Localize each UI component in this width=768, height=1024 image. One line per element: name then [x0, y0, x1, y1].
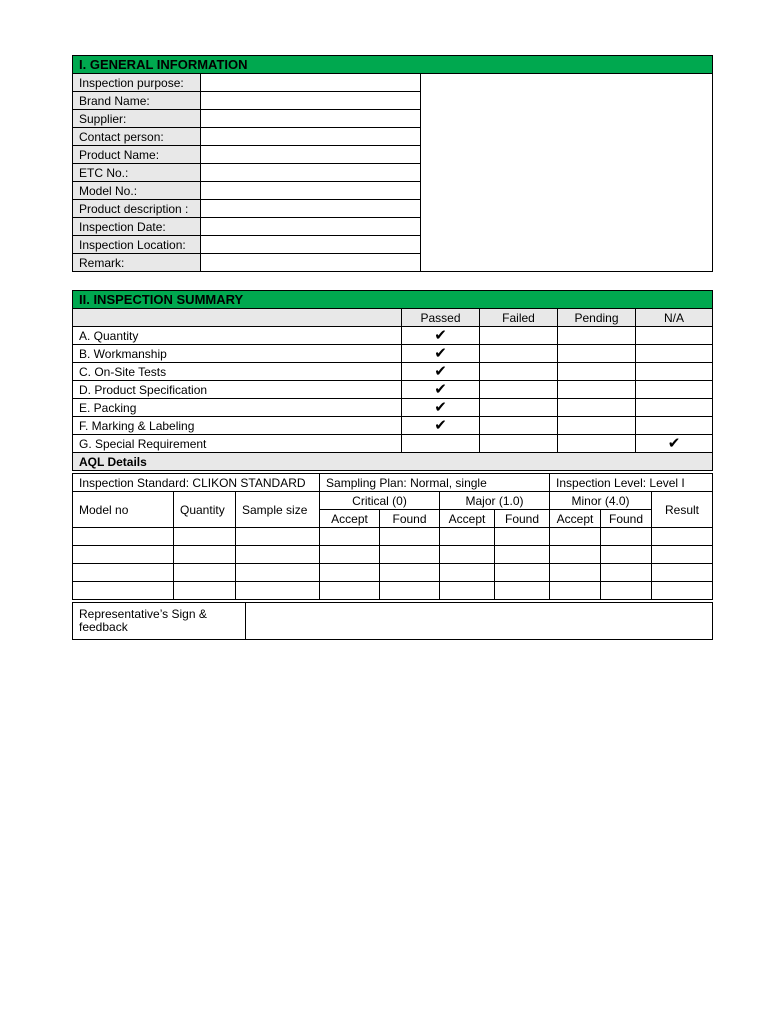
summary-status-cell[interactable] [558, 327, 636, 345]
summary-status-cell[interactable] [636, 363, 713, 381]
inspection-level: Inspection Level: Level I [550, 474, 713, 492]
field-value[interactable] [201, 182, 421, 200]
summary-column-header: Failed [480, 309, 558, 327]
summary-row [73, 417, 713, 435]
summary-item-label: C. On-Site Tests [73, 363, 402, 381]
major-found-header: Found [495, 510, 550, 528]
aql-row [73, 546, 713, 564]
field-value[interactable] [201, 92, 421, 110]
field-value[interactable] [201, 236, 421, 254]
summary-status-cell[interactable] [558, 381, 636, 399]
aql-cell[interactable] [601, 528, 652, 546]
summary-status-cell[interactable] [558, 417, 636, 435]
summary-status-cell[interactable] [636, 435, 713, 453]
field-label: Inspection Location: [73, 236, 201, 254]
aql-cell[interactable] [652, 564, 713, 582]
summary-status-cell[interactable] [480, 417, 558, 435]
summary-status-cell[interactable] [480, 345, 558, 363]
aql-cell[interactable] [174, 564, 236, 582]
minor-accept-header: Accept [550, 510, 601, 528]
aql-cell[interactable] [73, 528, 174, 546]
summary-row [73, 363, 713, 381]
aql-row [73, 582, 713, 600]
aql-cell[interactable] [174, 528, 236, 546]
field-label: Inspection purpose: [73, 74, 201, 92]
field-value[interactable] [201, 146, 421, 164]
aql-cell[interactable] [495, 564, 550, 582]
field-label: Supplier: [73, 110, 201, 128]
summary-header-blank [73, 309, 402, 327]
aql-cell[interactable] [380, 582, 440, 600]
aql-cell[interactable] [236, 528, 320, 546]
aql-cell[interactable] [440, 528, 495, 546]
summary-status-cell[interactable] [402, 327, 480, 345]
result-header: Result [652, 492, 713, 528]
aql-cell[interactable] [495, 528, 550, 546]
summary-status-cell[interactable] [480, 327, 558, 345]
aql-cell[interactable] [73, 564, 174, 582]
aql-cell[interactable] [174, 546, 236, 564]
summary-status-cell[interactable] [558, 345, 636, 363]
check-mark-icon: ✔ [434, 327, 447, 344]
summary-status-cell[interactable] [636, 381, 713, 399]
summary-status-cell[interactable] [480, 363, 558, 381]
summary-status-cell[interactable] [480, 435, 558, 453]
representative-feedback-field[interactable] [246, 603, 713, 640]
field-label: Inspection Date: [73, 218, 201, 236]
check-mark-icon: ✔ [434, 363, 447, 380]
aql-details-table [72, 473, 713, 600]
aql-cell[interactable] [236, 564, 320, 582]
aql-cell[interactable] [320, 564, 380, 582]
aql-cell[interactable] [495, 582, 550, 600]
general-field-row [73, 74, 713, 92]
field-value[interactable] [201, 128, 421, 146]
summary-item-label: F. Marking & Labeling [73, 417, 402, 435]
general-information-title: I. GENERAL INFORMATION [73, 56, 713, 74]
summary-column-header: N/A [636, 309, 713, 327]
critical-accept-header: Accept [320, 510, 380, 528]
field-label: Product Name: [73, 146, 201, 164]
aql-cell[interactable] [320, 582, 380, 600]
minor-found-header: Found [601, 510, 652, 528]
aql-cell[interactable] [440, 564, 495, 582]
field-value[interactable] [201, 110, 421, 128]
summary-item-label: G. Special Requirement [73, 435, 402, 453]
aql-cell[interactable] [174, 582, 236, 600]
aql-cell[interactable] [601, 582, 652, 600]
field-value[interactable] [201, 74, 421, 92]
field-value[interactable] [201, 200, 421, 218]
aql-cell[interactable] [601, 564, 652, 582]
inspection-standard: Inspection Standard: CLIKON STANDARD [73, 474, 320, 492]
summary-item-label: E. Packing [73, 399, 402, 417]
field-value[interactable] [201, 218, 421, 236]
general-side-area [421, 74, 713, 272]
field-label: Product description : [73, 200, 201, 218]
aql-row [73, 528, 713, 546]
aql-cell[interactable] [550, 582, 601, 600]
check-mark-icon: ✔ [434, 417, 447, 434]
summary-column-header: Passed [402, 309, 480, 327]
summary-row [73, 435, 713, 453]
summary-item-label: B. Workmanship [73, 345, 402, 363]
aql-cell[interactable] [380, 564, 440, 582]
aql-cell[interactable] [440, 546, 495, 564]
summary-status-cell[interactable] [636, 345, 713, 363]
check-mark-icon: ✔ [434, 381, 447, 398]
model-no-header: Model no [73, 492, 174, 528]
aql-title-row [73, 453, 713, 471]
field-label: ETC No.: [73, 164, 201, 182]
check-mark-icon: ✔ [434, 399, 447, 416]
general-information-table [72, 55, 713, 272]
representative-label: Representative’s Sign & feedback [73, 603, 246, 640]
summary-item-label: A. Quantity [73, 327, 402, 345]
summary-column-header: Pending [558, 309, 636, 327]
aql-cell[interactable] [236, 546, 320, 564]
field-label: Brand Name: [73, 92, 201, 110]
check-mark-icon: ✔ [667, 435, 681, 452]
aql-cell[interactable] [495, 546, 550, 564]
summary-row [73, 345, 713, 363]
aql-cell[interactable] [320, 546, 380, 564]
aql-details-title: AQL Details [73, 453, 713, 471]
aql-cell[interactable] [380, 546, 440, 564]
aql-cell[interactable] [440, 582, 495, 600]
summary-status-cell[interactable] [558, 399, 636, 417]
aql-cell[interactable] [73, 582, 174, 600]
summary-status-cell[interactable] [402, 435, 480, 453]
critical-found-header: Found [380, 510, 440, 528]
aql-cell[interactable] [652, 546, 713, 564]
summary-status-cell[interactable] [480, 381, 558, 399]
quantity-header: Quantity [174, 492, 236, 528]
minor-header: Minor (4.0) [550, 492, 652, 510]
summary-row [73, 327, 713, 345]
summary-status-cell[interactable] [480, 399, 558, 417]
aql-cell[interactable] [320, 528, 380, 546]
summary-status-cell[interactable] [636, 327, 713, 345]
aql-cell[interactable] [550, 528, 601, 546]
aql-cell[interactable] [380, 528, 440, 546]
summary-status-cell[interactable] [402, 345, 480, 363]
inspection-summary-table [72, 290, 713, 471]
critical-header: Critical (0) [320, 492, 440, 510]
summary-row [73, 381, 713, 399]
summary-row [73, 399, 713, 417]
field-value[interactable] [201, 254, 421, 272]
sampling-plan: Sampling Plan: Normal, single [320, 474, 550, 492]
field-label: Remark: [73, 254, 201, 272]
aql-cell[interactable] [601, 546, 652, 564]
inspection-summary-title: II. INSPECTION SUMMARY [73, 291, 713, 309]
summary-status-cell[interactable] [402, 363, 480, 381]
summary-status-cell[interactable] [636, 399, 713, 417]
aql-row [73, 564, 713, 582]
summary-status-cell[interactable] [402, 417, 480, 435]
summary-status-cell[interactable] [636, 417, 713, 435]
summary-item-label: D. Product Specification [73, 381, 402, 399]
major-header: Major (1.0) [440, 492, 550, 510]
summary-status-cell[interactable] [402, 399, 480, 417]
field-label: Model No.: [73, 182, 201, 200]
aql-cell[interactable] [652, 582, 713, 600]
aql-cell[interactable] [652, 528, 713, 546]
aql-cell[interactable] [236, 582, 320, 600]
field-value[interactable] [201, 164, 421, 182]
representative-table [72, 602, 713, 640]
field-label: Contact person: [73, 128, 201, 146]
major-accept-header: Accept [440, 510, 495, 528]
aql-cell[interactable] [73, 546, 174, 564]
sample-size-header: Sample size [236, 492, 320, 528]
aql-cell[interactable] [550, 564, 601, 582]
aql-cell[interactable] [550, 546, 601, 564]
check-mark-icon: ✔ [434, 345, 447, 362]
summary-status-cell[interactable] [402, 381, 480, 399]
summary-status-cell[interactable] [558, 363, 636, 381]
summary-status-cell[interactable] [558, 435, 636, 453]
